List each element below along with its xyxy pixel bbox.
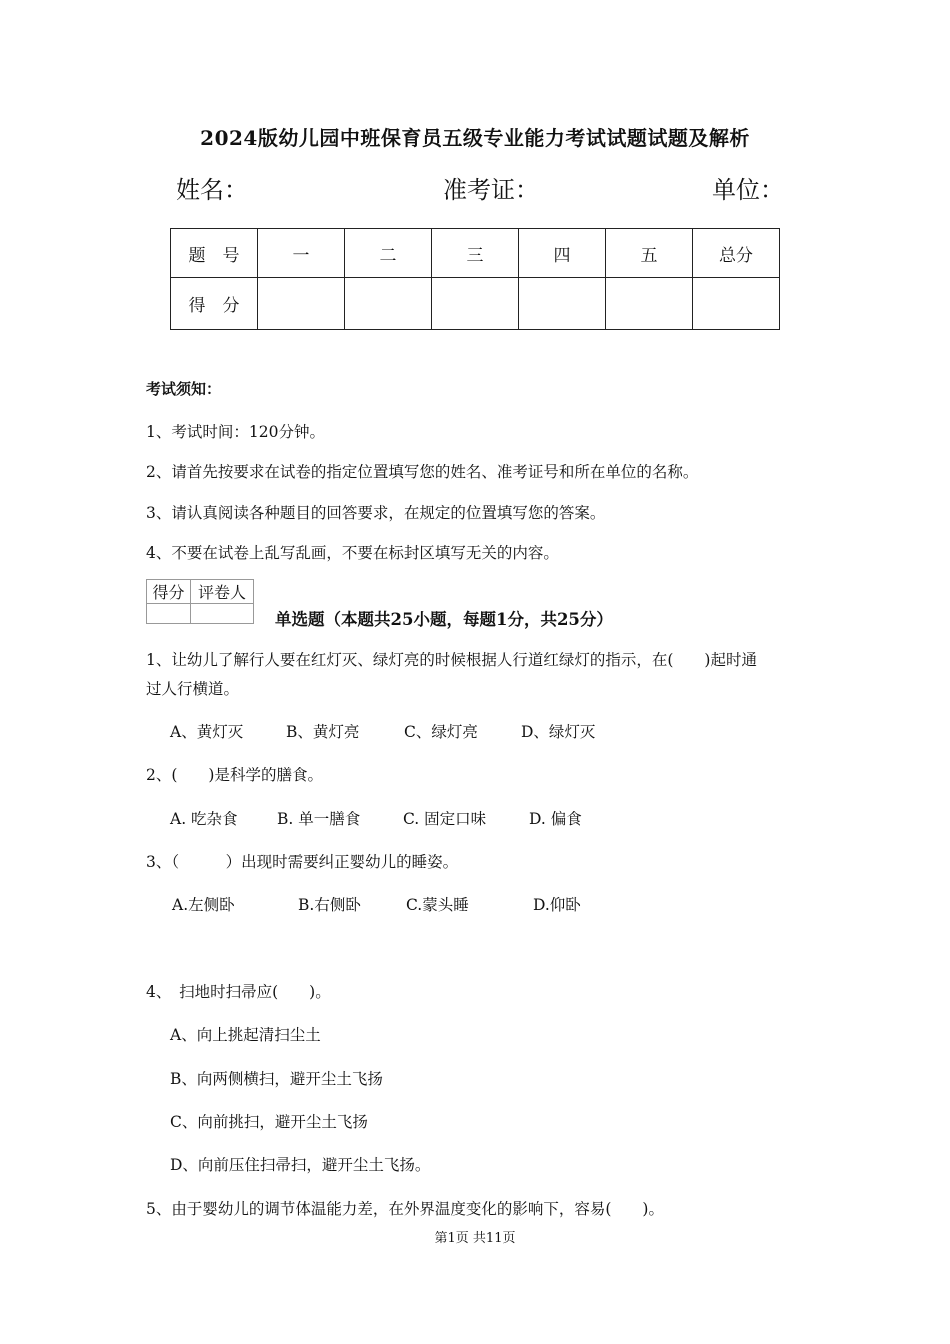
question-3-option-b: B.右侧卧 [298,896,361,914]
score-cell [606,278,693,330]
notice-item: 3、请认真阅读各种题目的回答要求，在规定的位置填写您的答案。 [146,504,606,522]
question-2-option-d: D. 偏食 [529,810,582,828]
notice-item: 1、考试时间：120分钟。 [146,423,325,441]
question-1-text-cont: 过人行横道。 [146,680,240,698]
question-3-option-c: C.蒙头睡 [406,896,469,914]
score-table-header-row [171,229,780,278]
question-2-option-c: C. 固定口味 [403,810,487,828]
score-cell [693,278,780,330]
grader-box [146,579,254,624]
score-cell [432,278,519,330]
notice-heading: 考试须知： [146,380,222,398]
score-table-header-cell: 五 [606,229,693,278]
question-4-option-c: C、向前挑扫，避开尘土飞扬 [170,1113,368,1131]
question-1-option-a: A、黄灯灭 [170,723,244,741]
question-3-option-d: D.仰卧 [533,896,581,914]
notice-item: 4、不要在试卷上乱写乱画，不要在标封区填写无关的内容。 [146,544,559,562]
score-table-header-cell: 四 [519,229,606,278]
question-3-option-a: A.左侧卧 [172,896,235,914]
grader-name-cell [190,604,253,624]
question-1-option-b: B、黄灯亮 [286,723,360,741]
score-row-label: 得 分 [171,278,258,330]
score-cell [258,278,345,330]
question-2-option-b: B. 单一膳食 [277,810,361,828]
question-4-text: 4、 扫地时扫帚应( )。 [146,983,331,1001]
question-2-text: 2、( )是科学的膳食。 [146,766,323,784]
score-cell [345,278,432,330]
question-4-option-a: A、向上挑起清扫尘土 [170,1026,321,1044]
name-field-label: 姓名： [176,176,248,204]
notice-item: 2、请首先按要求在试卷的指定位置填写您的姓名、准考证号和所在单位的名称。 [146,463,699,481]
grader-score-label: 得分 [147,580,191,604]
question-2-option-a: A. 吃杂食 [170,810,238,828]
score-table [170,228,780,330]
score-table-header-cell: 总分 [693,229,780,278]
score-cell [519,278,606,330]
question-4-option-d: D、向前压住扫帚扫，避开尘土飞扬。 [170,1156,431,1174]
score-table-score-row [171,278,780,330]
unit-field-label: 单位： [712,176,784,204]
grader-score-cell [147,604,191,624]
score-table-header-cell: 三 [432,229,519,278]
section-heading: 单选题（本题共25小题，每题1分，共25分） [275,610,613,629]
question-3-text: 3、（ ）出现时需要纠正婴幼儿的睡姿。 [146,853,459,871]
page-footer: 第1页 共11页 [434,1231,516,1246]
grader-name-label: 评卷人 [190,580,253,604]
question-1-text: 1、让幼儿了解行人要在红灯灭、绿灯亮的时候根据人行道红绿灯的指示，在( )起时通 [146,651,757,669]
question-4-option-b: B、向两侧横扫，避开尘土飞扬 [170,1070,383,1088]
score-table-header-cell: 二 [345,229,432,278]
document-title: 2024版幼儿园中班保育员五级专业能力考试试题试题及解析 [200,126,750,150]
exam-id-field-label: 准考证： [443,176,539,204]
question-1-option-c: C、绿灯亮 [404,723,478,741]
question-5-text: 5、由于婴幼儿的调节体温能力差，在外界温度变化的影响下，容易( )。 [146,1200,664,1218]
score-table-header-cell: 一 [258,229,345,278]
score-table-header-cell: 题 号 [171,229,258,278]
question-1-option-d: D、绿灯灭 [521,723,596,741]
